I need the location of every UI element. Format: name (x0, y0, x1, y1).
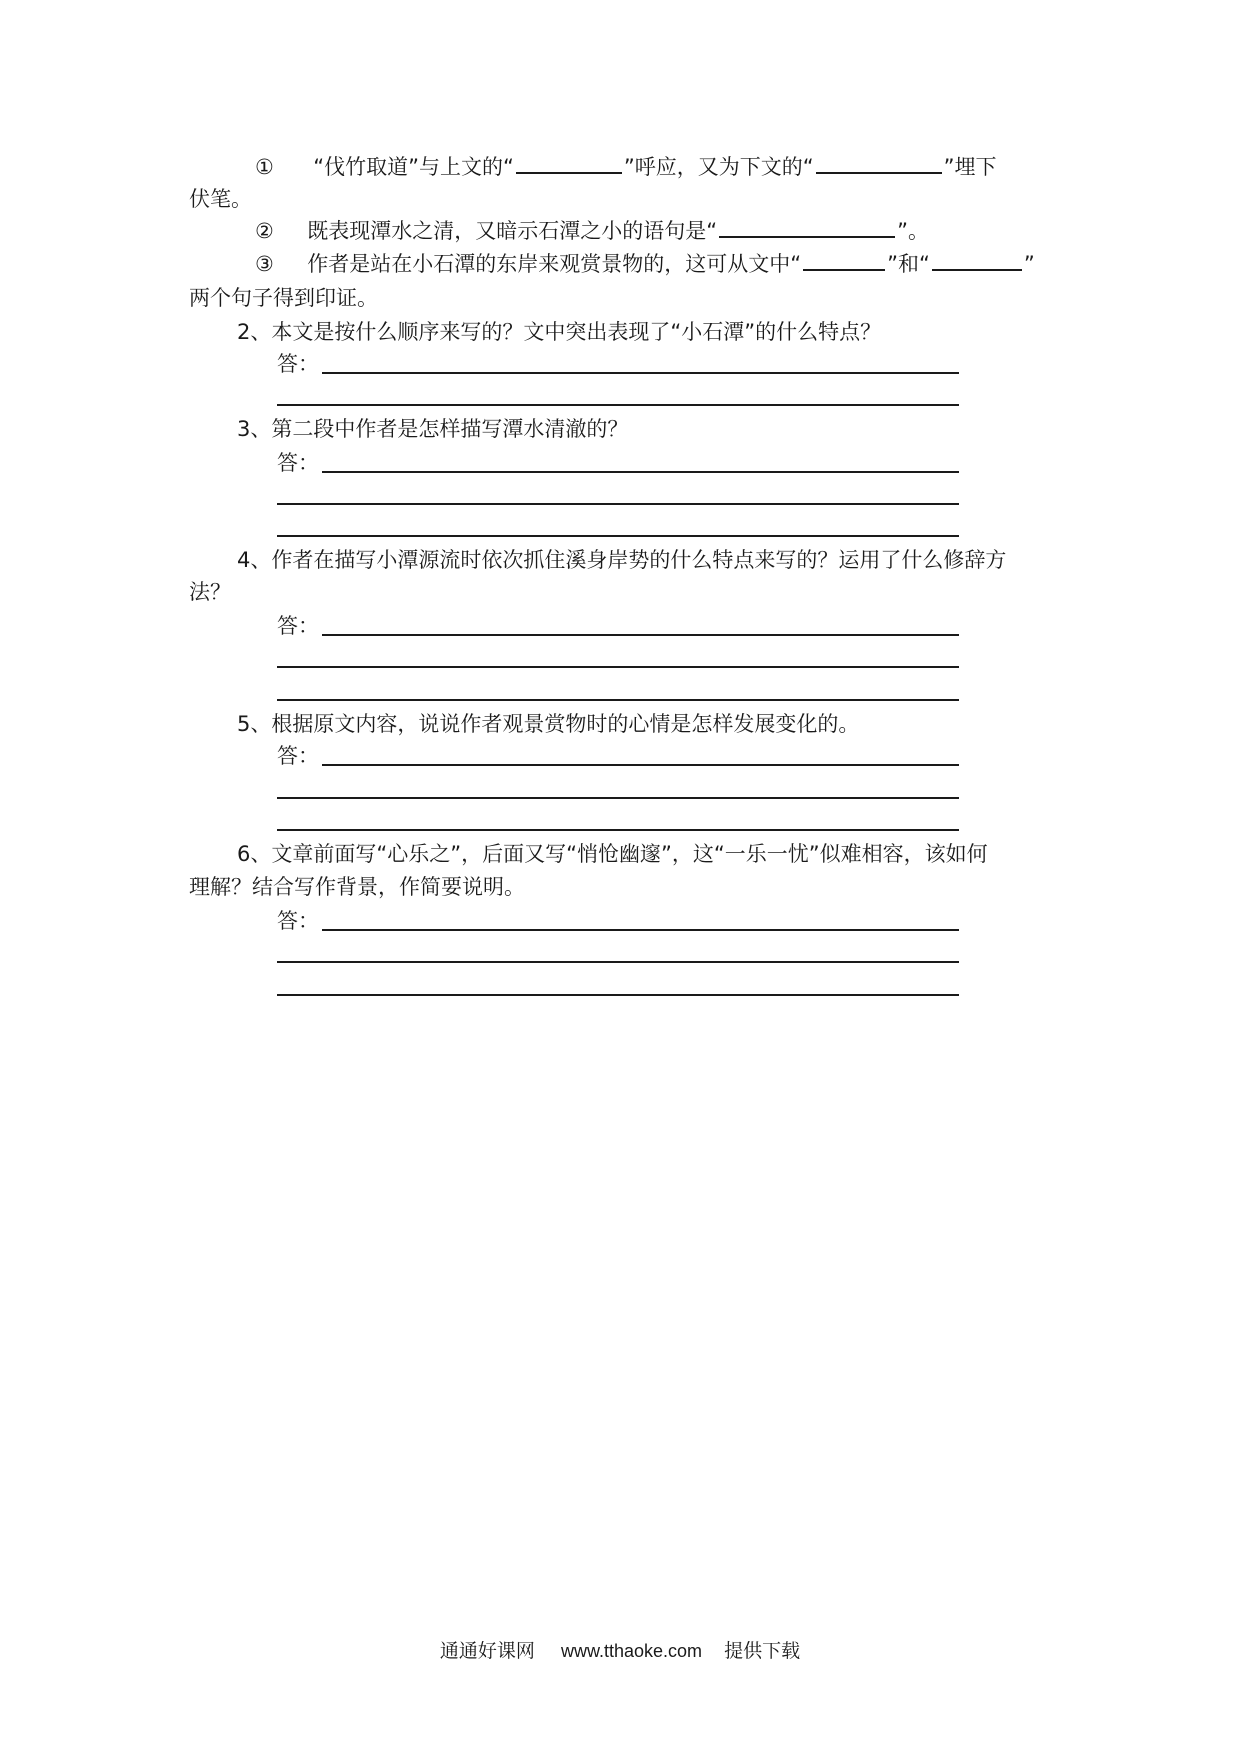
q3-answer-line-3[interactable] (277, 535, 959, 537)
q4-answer-line-2[interactable] (277, 666, 959, 668)
q6-answer-line-2[interactable] (277, 961, 959, 963)
q2-answer-line-2[interactable] (277, 404, 959, 406)
q5-answer-line-2[interactable] (277, 797, 959, 799)
q5-answer-line-3[interactable] (277, 829, 959, 831)
q6-answer-label: 答： (277, 909, 319, 933)
q1-item3-text-after: ” (1023, 252, 1035, 276)
question-6-continuation: 理解？结合写作背景，作简要说明。 (189, 875, 525, 899)
q2-answer-line-1[interactable] (322, 372, 959, 374)
q1-item1 (255, 152, 997, 182)
q3-answer-line-1[interactable] (322, 471, 959, 473)
q1-item1-blank-a[interactable] (516, 152, 622, 174)
footer-suffix: 提供下载 (724, 1640, 801, 1662)
q1-item3-text-middle: ”和“ (887, 252, 930, 276)
question-5: 5、根据原文内容，说说作者观景赏物时的心情是怎样发展变化的。 (237, 712, 860, 736)
q1-item3 (255, 249, 1035, 279)
q1-item1-text-after: ”埋下 (943, 155, 997, 179)
question-4-continuation: 法？ (189, 580, 231, 604)
question-4: 4、作者在描写小潭源流时依次抓住溪身岸势的什么特点来写的？运用了什么修辞方 (237, 548, 1007, 572)
q6-answer-line-1[interactable] (322, 929, 959, 931)
q1-item1-text-before: “伐竹取道”与上文的“ (313, 155, 514, 179)
q4-answer-line-3[interactable] (277, 699, 959, 701)
question-2: 2、本文是按什么顺序来写的？文中突出表现了“小石潭”的什么特点？ (237, 320, 882, 344)
q1-item2-blank[interactable] (719, 216, 895, 238)
q1-item1-marker: ① (255, 155, 274, 179)
q6-answer-line-3[interactable] (277, 994, 959, 996)
q1-item2-text-after: ”。 (897, 219, 929, 243)
q5-answer-label: 答： (277, 744, 319, 768)
q1-item2-text-before: 既表现潭水之清，又暗示石潭之小的语句是“ (307, 219, 718, 243)
q1-item3-text-before: 作者是站在小石潭的东岸来观赏景物的，这可从文中“ (307, 252, 802, 276)
q3-answer-label: 答： (277, 451, 319, 475)
question-6: 6、文章前面写“心乐之”，后面又写“悄怆幽邃”，这“一乐一忧”似难相容，该如何 (237, 842, 988, 866)
q4-answer-line-1[interactable] (322, 634, 959, 636)
q1-item2-marker: ② (255, 219, 274, 243)
page-footer (0, 1638, 1240, 1664)
question-3: 3、第二段中作者是怎样描写潭水清澈的？ (237, 417, 629, 441)
q4-answer-label: 答： (277, 614, 319, 638)
q1-item3-blank-a[interactable] (803, 249, 885, 271)
q1-item1-continuation: 伏笔。 (189, 187, 252, 211)
q1-item1-blank-b[interactable] (816, 152, 942, 174)
q1-item3-blank-b[interactable] (932, 249, 1022, 271)
q1-item3-marker: ③ (255, 252, 274, 276)
q1-item1-text-middle: ”呼应，又为下文的“ (623, 155, 814, 179)
q1-item2 (255, 216, 929, 246)
q1-item3-continuation: 两个句子得到印证。 (189, 286, 378, 310)
q5-answer-line-1[interactable] (322, 764, 959, 766)
footer-url-link[interactable]: www.tthaoke.com (560, 1641, 703, 1661)
footer-site-name: 通通好课网 (439, 1640, 535, 1662)
q2-answer-label: 答： (277, 352, 319, 376)
q3-answer-line-2[interactable] (277, 503, 959, 505)
